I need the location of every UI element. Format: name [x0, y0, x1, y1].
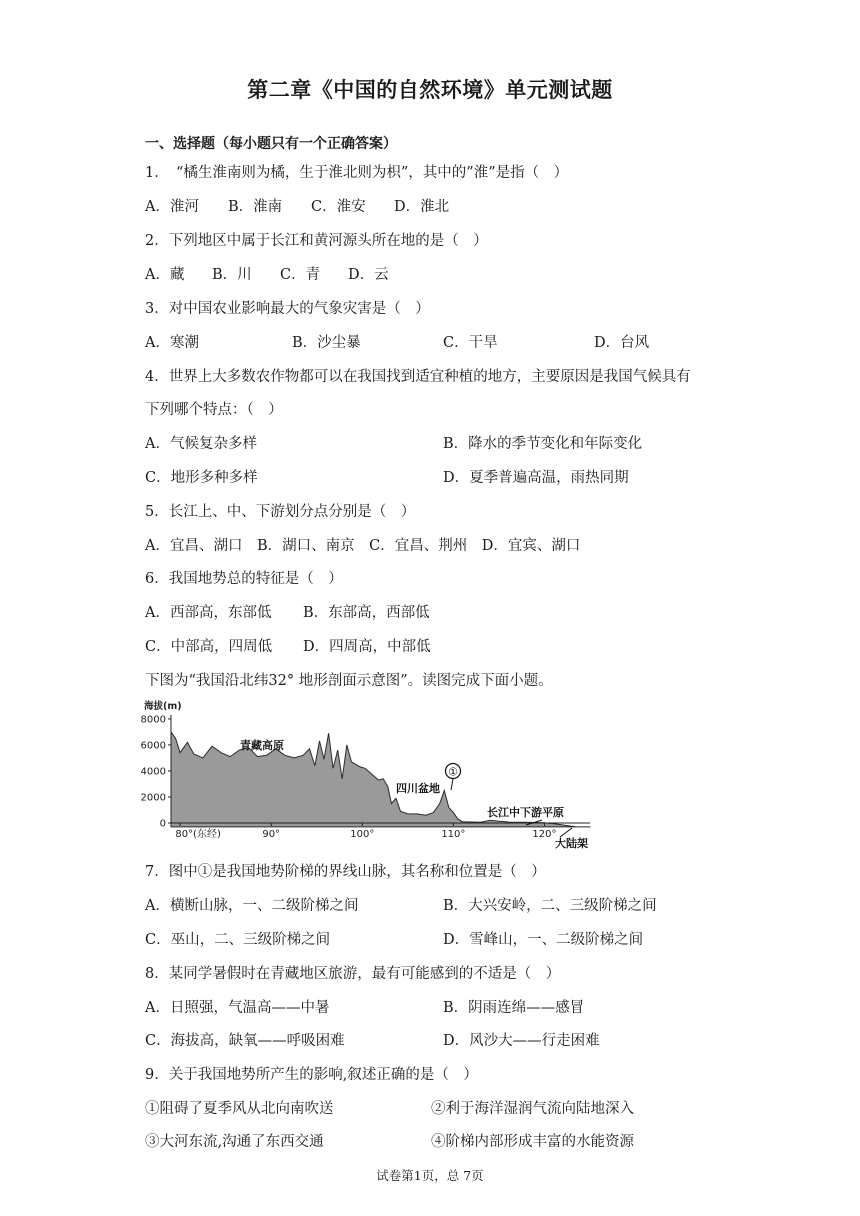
q6-option-d: D．四周高，中部低 [303, 639, 431, 655]
q8-option-c: C．海拔高，缺氧——呼吸困难 [145, 1033, 345, 1049]
q2-option-c: C．青 [280, 267, 321, 283]
terrain-profile-figure [140, 697, 595, 856]
q8-option-b: B．阴雨连绵——感冒 [443, 1000, 585, 1016]
q2-option-a: A．藏 [145, 267, 185, 283]
q3-option-d: D．台风 [594, 335, 650, 351]
q9-statement-3: ③大河东流,沟通了东西交通 [145, 1134, 324, 1150]
marker-1-leader [451, 779, 453, 790]
label-yangtze-plain: 长江中下游平原 [487, 806, 564, 819]
label-continental-shelf: 大陆架 [555, 837, 588, 850]
question-4-stem-line2: 下列哪个特点：（ ） [145, 402, 283, 418]
x-tick-label: 100° [350, 829, 375, 840]
question-9-stem: 9．关于我国地势所产生的影响,叙述正确的是（ ） [145, 1067, 478, 1083]
marker-1-label: ① [448, 765, 458, 779]
question-5-stem: 5．长江上、中、下游划分点分别是（ ） [145, 504, 416, 520]
label-sichuan-basin: 四川盆地 [396, 782, 440, 795]
q4-option-d: D．夏季普遍高温，雨热同期 [443, 470, 629, 486]
label-qinghai-tibet-plateau: 青藏高原 [240, 739, 284, 752]
q9-statement-4: ④阶梯内部形成丰富的水能资源 [431, 1134, 634, 1150]
q6-option-b: B．东部高，西部低 [303, 605, 430, 621]
y-tick-label: 8000 [140, 714, 166, 726]
q8-option-d: D．风沙大——行走困难 [443, 1033, 600, 1049]
q1-option-a: A．淮河 [145, 199, 199, 215]
question-4-stem-line1: 4．世界上大多数农作物都可以在我国找到适宜种植的地方，主要原因是我国气候具有 [145, 369, 691, 385]
question-2-stem: 2．下列地区中属于长江和黄河源头所在地的是（ ） [145, 233, 488, 249]
question-1-stem: 1． “橘生淮南则为橘，生于淮北则为枳”，其中的”淮”是指（ ） [145, 165, 569, 181]
q9-statement-1: ①阻碍了夏季风从北向南吹送 [145, 1101, 334, 1117]
q2-option-b: B．川 [212, 267, 252, 283]
page-title: 第二章《中国的自然环境》单元测试题 [247, 78, 613, 102]
x-tick-label: 110° [441, 829, 466, 840]
q4-option-a: A．气候复杂多样 [145, 436, 257, 452]
q2-option-d: D．云 [348, 267, 389, 283]
y-tick-label: 0 [159, 818, 166, 830]
terrain-profile-chart [140, 697, 595, 852]
q6-option-c: C．中部高，四周低 [145, 639, 273, 655]
page-footer: 试卷第1页，总 7页 [376, 1168, 484, 1183]
question-7-stem: 7．图中①是我国地势阶梯的界线山脉，其名称和位置是（ ） [145, 864, 546, 880]
section-heading: 一、选择题（每小题只有一个正确答案） [145, 136, 397, 152]
y-tick-label: 2000 [140, 792, 166, 804]
q7-option-a: A．横断山脉，一、二级阶梯之间 [145, 898, 359, 914]
q9-statement-2: ②利于海洋湿润气流向陆地深入 [431, 1101, 634, 1117]
q3-option-a: A．寒潮 [145, 335, 199, 351]
q4-option-b: B．降水的季节变化和年际变化 [443, 436, 643, 452]
q8-option-a: A．日照强，气温高——中暑 [145, 1000, 330, 1016]
question-3-stem: 3．对中国农业影响最大的气象灾害是（ ） [145, 301, 430, 317]
q7-option-d: D．雪峰山，一、二级阶梯之间 [443, 932, 644, 948]
x-tick-label: 80°(东经) [175, 829, 221, 840]
y-tick-label: 4000 [140, 766, 166, 778]
q7-option-c: C．巫山，二、三级阶梯之间 [145, 932, 331, 948]
q1-option-c: C．淮安 [311, 199, 366, 215]
q1-option-b: B．淮南 [228, 199, 283, 215]
q7-option-b: B．大兴安岭，二、三级阶梯之间 [443, 898, 657, 914]
shelf-leader [560, 828, 572, 837]
q5-options: A．宜昌、湖口 B．湖口、南京 C．宜昌、荆州 D．宜宾、湖口 [145, 538, 581, 554]
q4-option-c: C．地形多种多样 [145, 470, 258, 486]
q6-option-a: A．西部高，东部低 [145, 605, 272, 621]
figure-intro: 下图为“我国沿北纬32° 地形剖面示意图”。读图完成下面小题。 [145, 673, 553, 689]
y-axis-label: 海拔(m) [144, 701, 182, 712]
y-tick-label: 6000 [140, 740, 166, 752]
question-8-stem: 8．某同学暑假时在青藏地区旅游，最有可能感到的不适是（ ） [145, 966, 561, 982]
q3-option-c: C．干旱 [443, 335, 498, 351]
q1-option-d: D．淮北 [394, 199, 450, 215]
x-tick-label: 90° [262, 829, 281, 840]
x-tick-label: 120° [532, 829, 557, 840]
q3-option-b: B．沙尘暴 [292, 335, 361, 351]
question-6-stem: 6．我国地势总的特征是（ ） [145, 571, 343, 587]
